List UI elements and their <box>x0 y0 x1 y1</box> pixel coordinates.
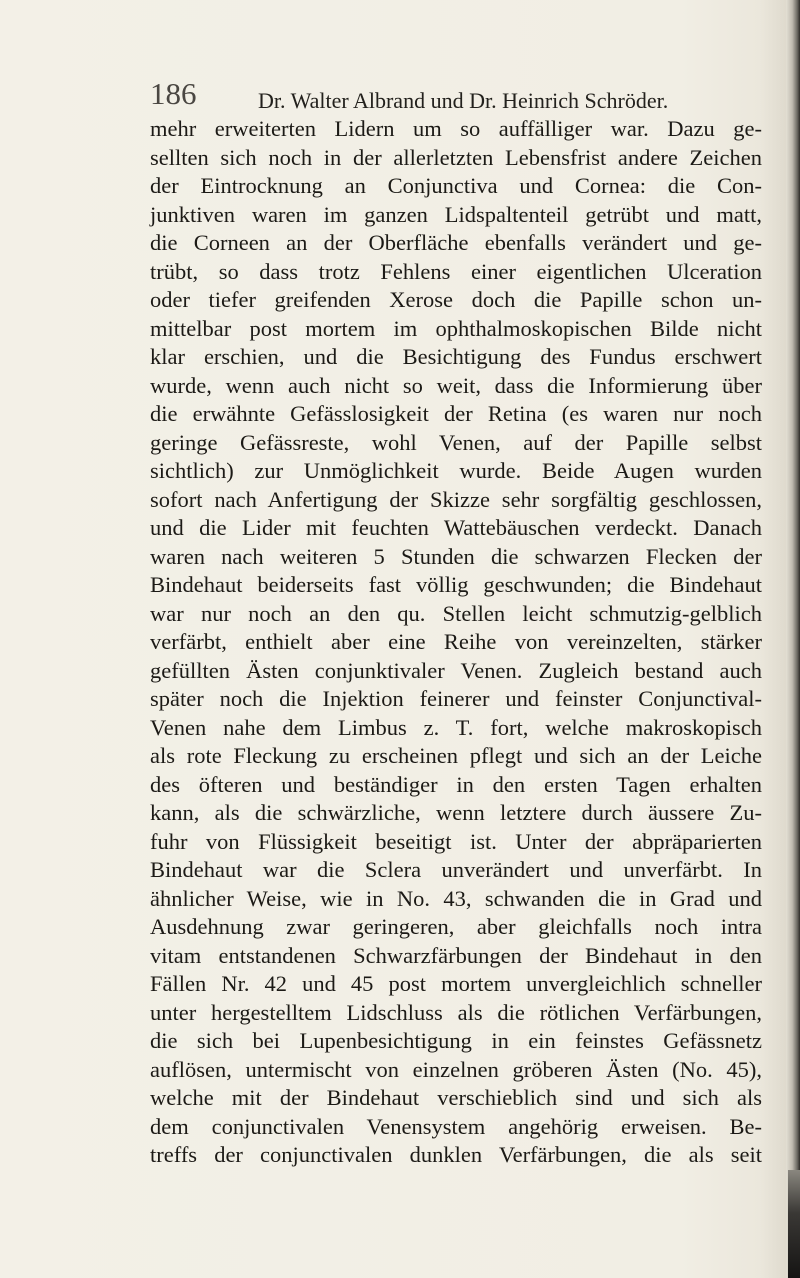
running-head: Dr. Walter Albrand und Dr. Heinrich Schröder. <box>258 88 669 113</box>
text-line: trübt, so dass trotz Fehlens einer eigentlichen Ulceration <box>150 258 762 284</box>
text-line: klar erschien, und die Besichtigung des Fundus erschwert <box>150 344 762 369</box>
text-line: des öfteren und beständiger in den ersten Tagen erhalten <box>150 771 762 797</box>
text-line: der Eintrocknung an Conjunctiva und Cornea: die Con- <box>150 173 762 198</box>
text-line: später noch die Injektion feinerer und feinster Conjunctival- <box>150 686 762 711</box>
text-line: sellten sich noch in der allerletzten Lebensfrist andere Zeichen <box>150 144 762 170</box>
text-line: treffs der conjunctivalen dunklen Verfärbungen, die als seit <box>150 1142 762 1167</box>
text-line: mehr erweiterten Lidern um so auffälliger war. Dazu ge- <box>150 116 762 141</box>
page-binding-edge <box>786 0 800 1278</box>
text-line: mittelbar post mortem im ophthalmoskopischen Bilde nicht <box>150 315 762 341</box>
text-line: auflösen, untermischt von einzelnen gröberen Ästen (No. 45), <box>150 1056 762 1082</box>
text-line: unter hergestelltem Lidschluss als die rötlichen Verfärbungen, <box>150 999 762 1025</box>
text-line: und die Lider mit feuchten Wattebäuschen verdeckt. Danach <box>150 515 762 540</box>
text-line: vitam entstandenen Schwarzfärbungen der Bindehaut in den <box>150 942 762 968</box>
text-line: Ausdehnung zwar geringeren, aber gleichfalls noch intra <box>150 914 762 939</box>
text-line: war nur noch an den qu. Stellen leicht schmutzig-gelblich <box>150 600 762 626</box>
text-line: Venen nahe dem Limbus z. T. fort, welche makroskopisch <box>150 714 762 740</box>
text-line: waren nach weiteren 5 Stunden die schwarzen Flecken der <box>150 543 762 569</box>
text-line: dem conjunctivalen Venensystem angehörig erweisen. Be- <box>150 1113 762 1139</box>
text-line: ähnlicher Weise, wie in No. 43, schwanden die in Grad und <box>150 885 762 911</box>
text-line: Bindehaut beiderseits fast völlig geschwunden; die Bindehaut <box>150 572 762 597</box>
text-line: sichtlich) zur Unmöglichkeit wurde. Beide Augen wurden <box>150 458 762 483</box>
text-line: geringe Gefässreste, wohl Venen, auf der Papille selbst <box>150 429 762 455</box>
text-line: oder tiefer greifenden Xerose doch die Papille schon un- <box>150 287 762 312</box>
text-line: die erwähnte Gefässlosigkeit der Retina (es waren nur noch <box>150 401 762 426</box>
page-header <box>150 66 750 113</box>
text-line: gefüllten Ästen conjunktivaler Venen. Zugleich bestand auch <box>150 657 762 683</box>
text-line: Bindehaut war die Sclera unverändert und unverfärbt. In <box>150 857 762 882</box>
text-line: junktiven waren im ganzen Lidspaltenteil getrübt und matt, <box>150 201 762 227</box>
text-line: wurde, wenn auch nicht so weit, dass die Informierung über <box>150 372 762 398</box>
text-line: die sich bei Lupenbesichtigung in ein feinstes Gefässnetz <box>150 1028 762 1053</box>
text-line: verfärbt, enthielt aber eine Reihe von vereinzelten, stärker <box>150 629 762 654</box>
body-text <box>150 115 762 1170</box>
text-line: sofort nach Anfertigung der Skizze sehr sorgfältig geschlossen, <box>150 486 762 512</box>
text-line: die Corneen an der Oberfläche ebenfalls verändert und ge- <box>150 230 762 255</box>
text-line: fuhr von Flüssigkeit beseitigt ist. Unter der abpräparierten <box>150 828 762 854</box>
text-line: als rote Fleckung zu erscheinen pflegt und sich an der Leiche <box>150 743 762 768</box>
page-number: 186 <box>150 76 197 111</box>
page-binding-shadow <box>788 1170 800 1278</box>
text-line: kann, als die schwärzliche, wenn letztere durch äussere Zu- <box>150 800 762 825</box>
text-line: welche mit der Bindehaut verschieblich sind und sich als <box>150 1085 762 1110</box>
text-line: Fällen Nr. 42 und 45 post mortem unvergleichlich schneller <box>150 971 762 996</box>
